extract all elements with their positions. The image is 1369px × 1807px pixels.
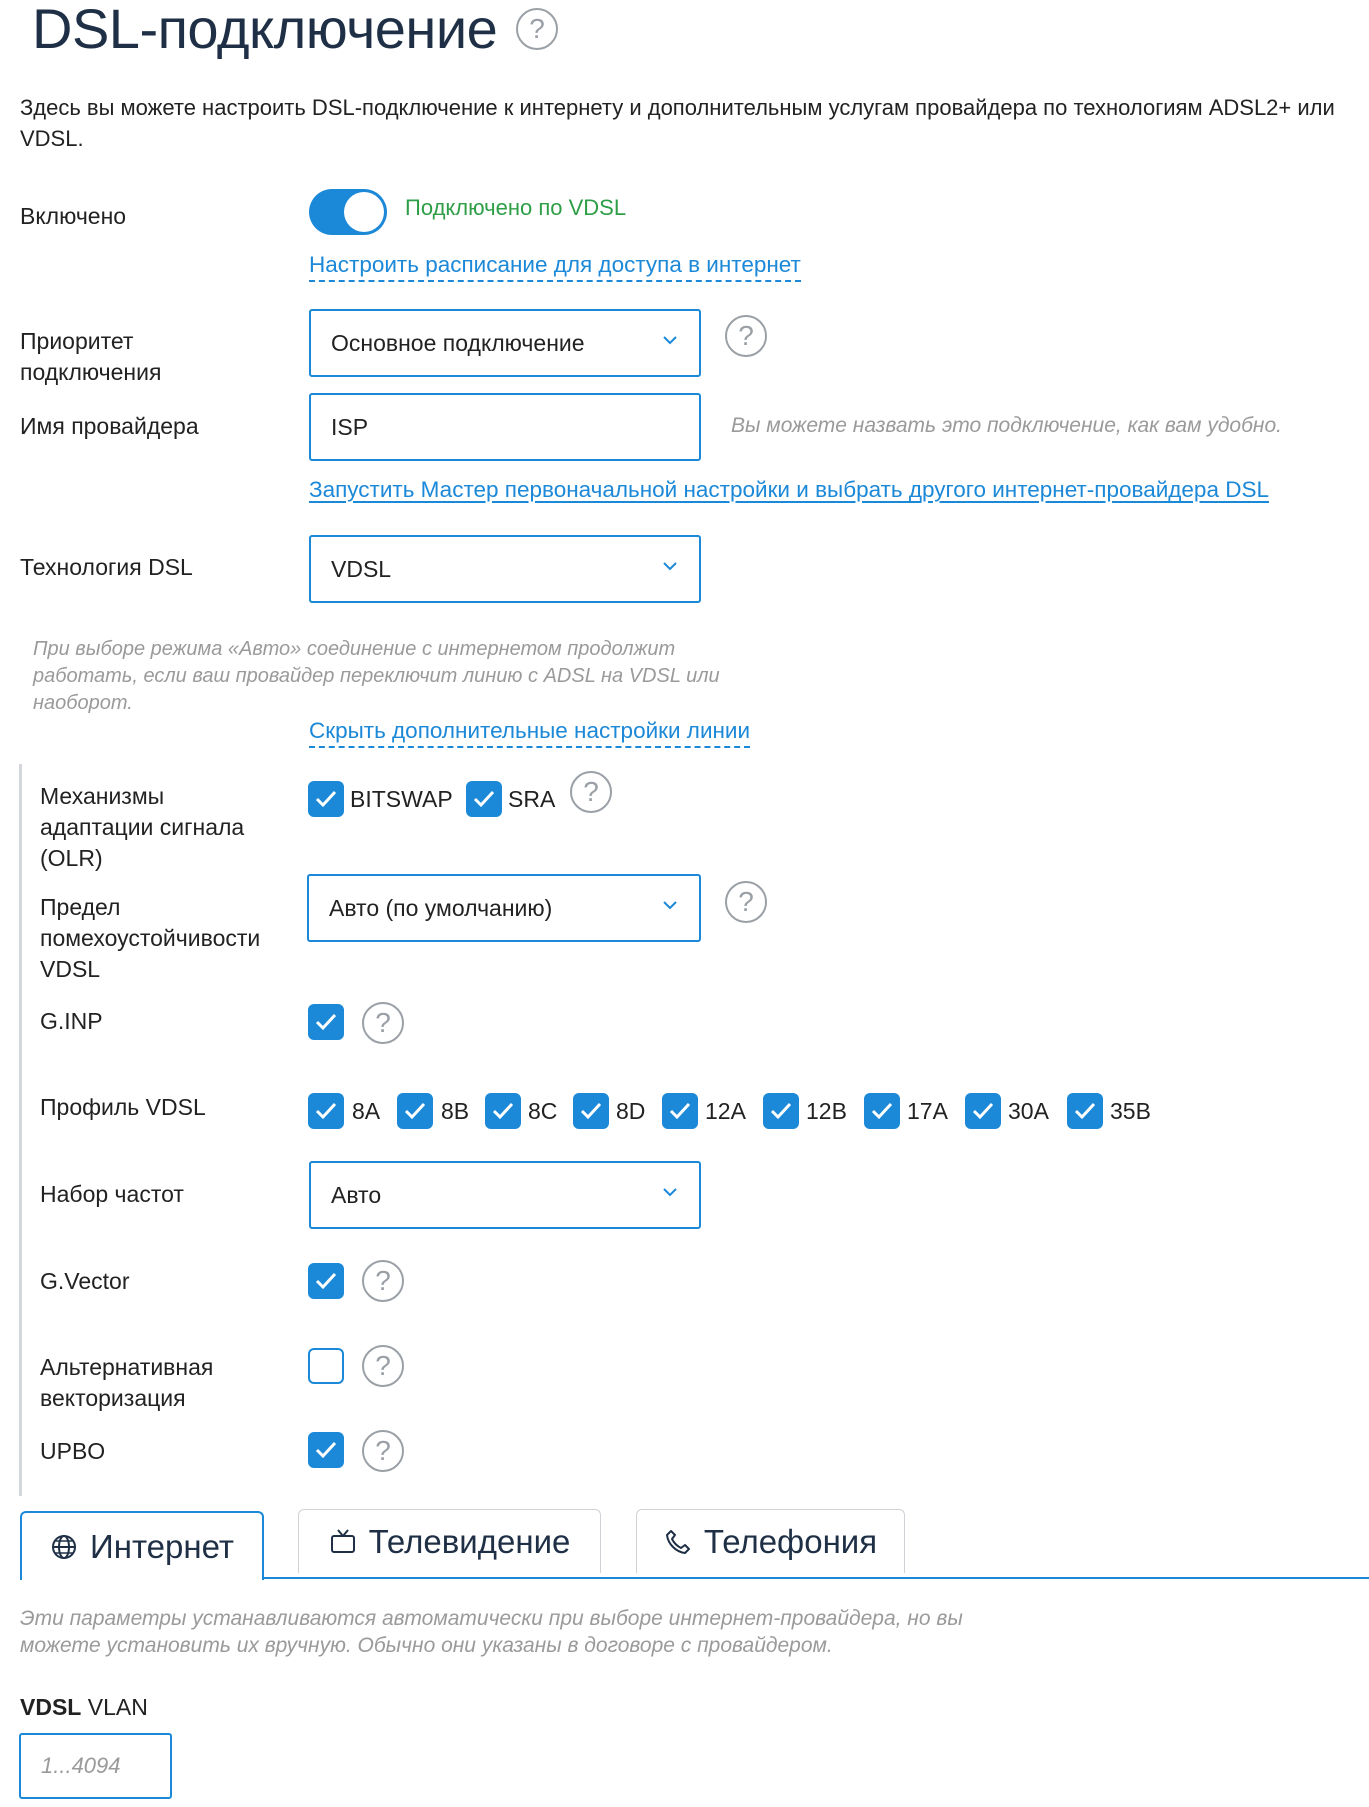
chevron-down-icon bbox=[663, 898, 677, 912]
wizard-link[interactable]: Запустить Мастер первоначальной настройки и выбрать другого интернет-провайдера DSL bbox=[309, 477, 1269, 502]
provider-name-input[interactable] bbox=[309, 393, 701, 461]
profile-12b-label: 12B bbox=[806, 1098, 847, 1124]
noise-margin-select-value: Авто (по умолчанию) bbox=[329, 894, 553, 921]
sra-checkbox[interactable] bbox=[466, 781, 502, 817]
profile-35b-checkbox[interactable] bbox=[1067, 1093, 1103, 1129]
globe-icon bbox=[50, 1533, 78, 1561]
priority-label: Приоритет подключения bbox=[20, 328, 162, 385]
advanced-section-bar bbox=[19, 764, 22, 1496]
alt-vector-label: Альтернативная векторизация bbox=[40, 1354, 214, 1411]
bitswap-label: BITSWAP bbox=[350, 786, 453, 812]
schedule-link[interactable]: Настроить расписание для доступа в интернет bbox=[309, 252, 801, 282]
vdsl-profile-group bbox=[308, 1093, 1208, 1129]
provider-label: Имя провайдера bbox=[20, 413, 199, 439]
tab-telephony-label: Телефония bbox=[703, 1522, 878, 1560]
provider-hint: Вы можете назвать это подключение, как вам удобно. bbox=[731, 414, 1282, 437]
profile-8a-label: 8A bbox=[352, 1098, 381, 1124]
bitswap-checkbox[interactable] bbox=[308, 781, 344, 817]
check-icon bbox=[315, 1440, 337, 1460]
check-icon bbox=[315, 1271, 337, 1291]
vlan-placeholder: 1...4094 bbox=[41, 1753, 121, 1778]
hide-advanced-link[interactable]: Скрыть дополнительные настройки линии bbox=[309, 718, 750, 748]
provider-name-value: ISP bbox=[331, 413, 369, 440]
dsl-tech-select-value: VDSL bbox=[331, 555, 392, 582]
tab-tv[interactable] bbox=[298, 1509, 601, 1573]
upbo-help-icon[interactable]: ? bbox=[362, 1430, 404, 1472]
page-help-icon[interactable]: ? bbox=[516, 8, 558, 50]
olr-help-icon[interactable]: ? bbox=[570, 771, 612, 813]
check-icon bbox=[404, 1101, 426, 1121]
page-description: Здесь вы можете настроить DSL-подключение к интернету и дополнительным услугам провайдера по технологиям ADSL2+ или VDSL. bbox=[20, 95, 1335, 151]
dsl-tech-select[interactable] bbox=[309, 535, 701, 603]
sra-label: SRA bbox=[508, 786, 556, 812]
check-icon bbox=[315, 1012, 337, 1032]
vlan-label-bold: VDSL bbox=[20, 1694, 82, 1720]
page-title: DSL-подключение bbox=[32, 0, 498, 60]
chevron-down-icon bbox=[663, 1185, 677, 1199]
vlan-label-rest: VLAN bbox=[81, 1694, 148, 1720]
band-plan-select[interactable] bbox=[309, 1161, 701, 1229]
tv-icon bbox=[329, 1528, 357, 1556]
profile-8d-checkbox[interactable] bbox=[573, 1093, 609, 1129]
tab-internet[interactable] bbox=[20, 1511, 264, 1580]
profile-17a-label: 17A bbox=[907, 1098, 948, 1124]
check-icon bbox=[473, 789, 495, 809]
profile-35b-label: 35B bbox=[1110, 1098, 1151, 1124]
check-icon bbox=[871, 1101, 893, 1121]
vlan-label bbox=[20, 1692, 148, 1723]
profile-8c-checkbox[interactable] bbox=[485, 1093, 521, 1129]
noise-margin-help-icon[interactable]: ? bbox=[725, 881, 767, 923]
gvector-label: G.Vector bbox=[40, 1268, 130, 1294]
gvector-help-icon[interactable]: ? bbox=[362, 1260, 404, 1302]
profile-8c-label: 8C bbox=[528, 1098, 558, 1124]
chevron-down-icon bbox=[663, 559, 677, 573]
check-icon bbox=[770, 1101, 792, 1121]
alt-vector-checkbox[interactable] bbox=[308, 1348, 344, 1384]
profile-12b-checkbox[interactable] bbox=[763, 1093, 799, 1129]
alt-vector-help-icon[interactable]: ? bbox=[362, 1345, 404, 1387]
internet-tab-hint: Эти параметры устанавливаются автоматически при выборе интернет-провайдера, но вы можете установить их вручную. Обычно они указаны в договоре с провайдером. bbox=[20, 1607, 963, 1657]
gvector-checkbox[interactable] bbox=[308, 1263, 344, 1299]
priority-help-icon[interactable]: ? bbox=[725, 315, 767, 357]
profile-12a-checkbox[interactable] bbox=[662, 1093, 698, 1129]
enabled-label: Включено bbox=[20, 203, 127, 229]
chevron-down-icon bbox=[663, 333, 677, 347]
check-icon bbox=[315, 1101, 337, 1121]
profile-8b-checkbox[interactable] bbox=[397, 1093, 433, 1129]
band-plan-select-value: Авто bbox=[331, 1181, 382, 1208]
check-icon bbox=[580, 1101, 602, 1121]
check-icon bbox=[492, 1101, 514, 1121]
check-icon bbox=[669, 1101, 691, 1121]
tab-internet-label: Интернет bbox=[90, 1527, 234, 1565]
dsl-tech-label: Технология DSL bbox=[20, 554, 193, 580]
ginp-checkbox[interactable] bbox=[308, 1004, 344, 1040]
profile-12a-label: 12A bbox=[705, 1098, 746, 1124]
ginp-label: G.INP bbox=[40, 1008, 103, 1034]
ginp-help-icon[interactable]: ? bbox=[362, 1002, 404, 1044]
upbo-checkbox[interactable] bbox=[308, 1432, 344, 1468]
toggle-knob bbox=[344, 192, 384, 232]
olr-label: Механизмы адаптации сигнала (OLR) bbox=[40, 783, 245, 871]
profile-8d-label: 8D bbox=[616, 1098, 646, 1124]
vlan-input[interactable] bbox=[19, 1733, 172, 1799]
check-icon bbox=[1074, 1101, 1096, 1121]
band-plan-label: Набор частот bbox=[40, 1181, 184, 1207]
noise-margin-select[interactable] bbox=[307, 874, 701, 942]
dsl-tech-hint: При выборе режима «Авто» соединение с интернетом продолжит работать, если ваш провайдер переключит линию с ADSL на VDSL или наоборот. bbox=[33, 638, 720, 714]
profile-30a-checkbox[interactable] bbox=[965, 1093, 1001, 1129]
check-icon bbox=[315, 789, 337, 809]
vdsl-profile-label: Профиль VDSL bbox=[40, 1094, 206, 1120]
profile-8a-checkbox[interactable] bbox=[308, 1093, 344, 1129]
enabled-toggle[interactable] bbox=[309, 189, 387, 235]
profile-8b-label: 8B bbox=[441, 1098, 470, 1124]
connection-status: Подключено по VDSL bbox=[405, 195, 627, 220]
upbo-label: UPBO bbox=[40, 1438, 106, 1464]
tab-telephony[interactable] bbox=[636, 1509, 905, 1573]
priority-select-value: Основное подключение bbox=[331, 329, 585, 356]
priority-select[interactable] bbox=[309, 309, 701, 377]
check-icon bbox=[972, 1101, 994, 1121]
phone-icon bbox=[664, 1528, 692, 1556]
profile-30a-label: 30A bbox=[1008, 1098, 1049, 1124]
tab-tv-label: Телевидение bbox=[368, 1522, 571, 1560]
noise-margin-label: Предел помехоустойчивости VDSL bbox=[40, 894, 261, 982]
profile-17a-checkbox[interactable] bbox=[864, 1093, 900, 1129]
